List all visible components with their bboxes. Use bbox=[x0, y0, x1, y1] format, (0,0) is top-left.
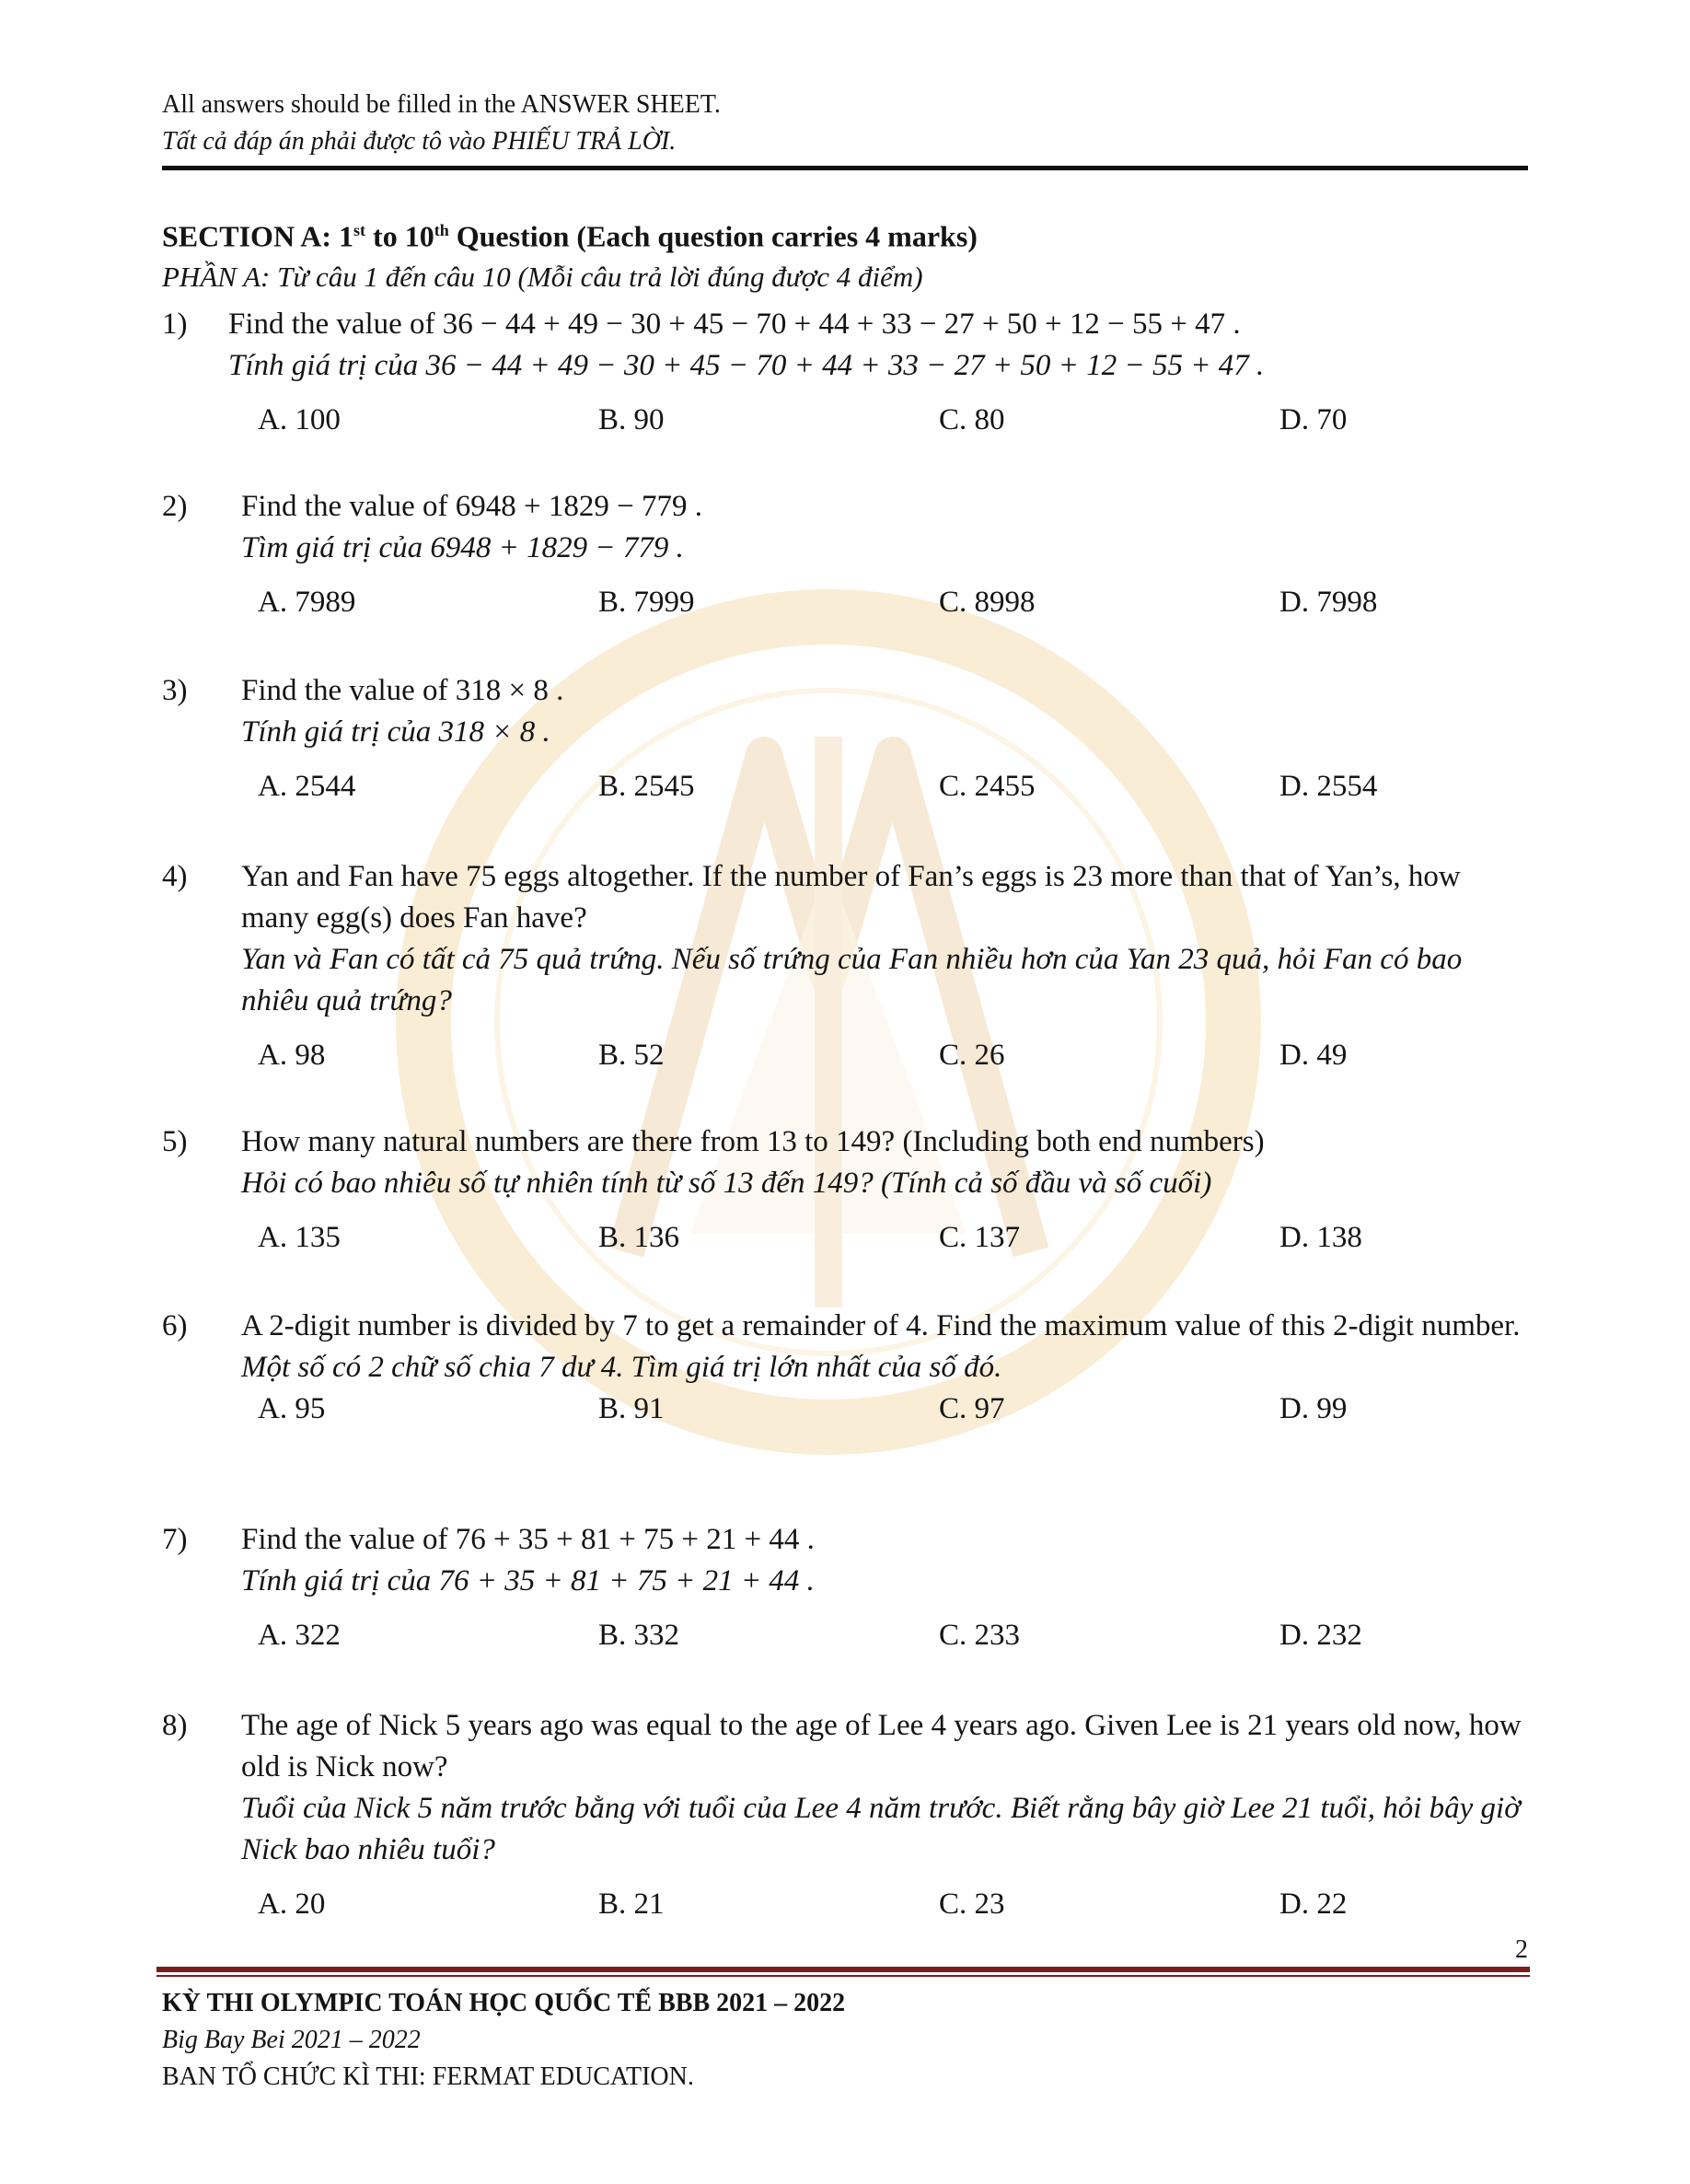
question-text-vi: Tính giá trị của 36 − 44 + 49 − 30 + 45 − 70 + 44 + 33 − 27 + 50 + 12 − 55 + 47 . bbox=[228, 349, 1265, 382]
question-number: 2) bbox=[162, 490, 188, 523]
question-7 bbox=[162, 1519, 1534, 1661]
option-a[interactable]: A. 98 bbox=[258, 1039, 326, 1072]
question-number: 3) bbox=[162, 674, 188, 707]
option-c[interactable]: C. 8998 bbox=[939, 586, 1036, 619]
footer-contest-subtitle: Big Bay Bei 2021 – 2022 bbox=[162, 2026, 421, 2054]
answer-options bbox=[162, 400, 1534, 446]
question-4 bbox=[162, 856, 1534, 1081]
option-b[interactable]: B. 2545 bbox=[598, 770, 695, 803]
question-number: 4) bbox=[162, 860, 188, 893]
answer-options bbox=[162, 582, 1534, 628]
option-b[interactable]: B. 90 bbox=[598, 403, 665, 436]
question-text-vi: Tuổi của Nick 5 năm trước bằng với tuổi của Lee 4 năm trước. Biết rằng bây giờ Lee 21 tuổi, hỏi bây giờ Nick bao nhiêu tuổi? bbox=[241, 1792, 1521, 1866]
option-c[interactable]: C. 97 bbox=[939, 1392, 1005, 1425]
footer-organizer: BAN TỔ CHỨC KÌ THI: FERMAT EDUCATION. bbox=[162, 2062, 694, 2091]
section-subtitle: PHẦN A: Từ câu 1 đến câu 10 (Mỗi câu trả lời đúng được 4 điểm) bbox=[162, 260, 923, 293]
question-text-en: The age of Nick 5 years ago was equal to the age of Lee 4 years ago. Given Lee is 21 years old now, how old is Nick now? bbox=[241, 1709, 1522, 1783]
option-a[interactable]: A. 95 bbox=[258, 1392, 326, 1425]
question-6 bbox=[162, 1306, 1534, 1435]
option-d[interactable]: D. 2554 bbox=[1279, 770, 1378, 803]
option-d[interactable]: D. 49 bbox=[1279, 1039, 1348, 1072]
option-b[interactable]: B. 21 bbox=[598, 1888, 665, 1921]
option-d[interactable]: D. 99 bbox=[1279, 1392, 1348, 1425]
option-d[interactable]: D. 70 bbox=[1279, 403, 1348, 436]
footer-divider bbox=[156, 1967, 1530, 1972]
question-3 bbox=[162, 670, 1534, 812]
option-c[interactable]: C. 80 bbox=[939, 403, 1005, 436]
answer-options bbox=[162, 1217, 1534, 1263]
option-a[interactable]: A. 2544 bbox=[258, 770, 356, 803]
option-b[interactable]: B. 52 bbox=[598, 1039, 665, 1072]
option-b[interactable]: B. 332 bbox=[598, 1619, 680, 1652]
question-8 bbox=[162, 1705, 1534, 1930]
question-text-en: How many natural numbers are there from 13 to 149? (Including both end numbers) bbox=[241, 1125, 1265, 1158]
option-c[interactable]: C. 137 bbox=[939, 1221, 1021, 1254]
section-title: SECTION A: 1st to 10th Question (Each question carries 4 marks) bbox=[162, 219, 978, 253]
header-divider bbox=[162, 166, 1528, 170]
question-text-vi: Tính giá trị của 318 × 8 . bbox=[241, 715, 550, 749]
option-b[interactable]: B. 7999 bbox=[598, 586, 695, 619]
option-b[interactable]: B. 136 bbox=[598, 1221, 680, 1254]
question-text-vi: Hỏi có bao nhiêu số tự nhiên tính từ số 13 đến 149? (Tính cả số đầu và số cuối) bbox=[241, 1167, 1212, 1200]
footer-divider-thin bbox=[156, 1975, 1530, 1977]
question-number: 1) bbox=[162, 308, 188, 341]
question-text-en: Yan and Fan have 75 eggs altogether. If the number of Fan’s eggs is 23 more than that of Yan’s, how many egg(s) does Fan have? bbox=[241, 860, 1461, 935]
footer-contest-name: KỲ THI OLYMPIC TOÁN HỌC QUỐC TẾ BBB 2021 – 2022 bbox=[162, 1989, 846, 2017]
answer-options bbox=[162, 1388, 1534, 1435]
option-c[interactable]: C. 233 bbox=[939, 1619, 1021, 1652]
option-a[interactable]: A. 135 bbox=[258, 1221, 341, 1254]
option-d[interactable]: D. 22 bbox=[1279, 1888, 1348, 1921]
question-text-vi: Một số có 2 chữ số chia 7 dư 4. Tìm giá trị lớn nhất của số đó. bbox=[241, 1351, 1002, 1384]
option-a[interactable]: A. 100 bbox=[258, 403, 341, 436]
option-a[interactable]: A. 7989 bbox=[258, 586, 356, 619]
question-text-en: A 2-digit number is divided by 7 to get a remainder of 4. Find the maximum value of this 2-digit number. bbox=[241, 1309, 1521, 1342]
question-1 bbox=[162, 304, 1534, 446]
option-a[interactable]: A. 322 bbox=[258, 1619, 341, 1652]
option-c[interactable]: C. 2455 bbox=[939, 770, 1036, 803]
question-number: 7) bbox=[162, 1523, 188, 1556]
question-number: 5) bbox=[162, 1125, 188, 1158]
option-c[interactable]: C. 26 bbox=[939, 1039, 1005, 1072]
question-text-en: Find the value of 76 + 35 + 81 + 75 + 21 + 44 . bbox=[241, 1523, 815, 1556]
question-text-vi: Tính giá trị của 76 + 35 + 81 + 75 + 21 + 44 . bbox=[241, 1564, 815, 1597]
page-footer bbox=[162, 1985, 1528, 2096]
question-number: 8) bbox=[162, 1709, 188, 1742]
option-a[interactable]: A. 20 bbox=[258, 1888, 326, 1921]
question-text-en: Find the value of 36 − 44 + 49 − 30 + 45 − 70 + 44 + 33 − 27 + 50 + 12 − 55 + 47 . bbox=[228, 308, 1241, 341]
question-text-en: Find the value of 318 × 8 . bbox=[241, 674, 564, 707]
question-5 bbox=[162, 1121, 1534, 1263]
section-heading bbox=[162, 210, 1528, 297]
question-2 bbox=[162, 486, 1534, 628]
option-b[interactable]: B. 91 bbox=[598, 1392, 665, 1425]
question-number: 6) bbox=[162, 1309, 188, 1342]
instruction-english: All answers should be filled in the ANSWER SHEET. bbox=[162, 90, 721, 119]
answer-options bbox=[162, 1615, 1534, 1661]
question-text-vi: Yan và Fan có tất cả 75 quả trứng. Nếu số trứng của Fan nhiều hơn của Yan 23 quả, hỏi Fan có bao nhiêu quả trứng? bbox=[241, 943, 1463, 1017]
option-d[interactable]: D. 138 bbox=[1279, 1221, 1362, 1254]
instruction-vietnamese: Tất cả đáp án phải được tô vào PHIẾU TRẢ LỜI. bbox=[162, 127, 677, 156]
answer-options bbox=[162, 766, 1534, 812]
answer-options bbox=[162, 1035, 1534, 1081]
option-c[interactable]: C. 23 bbox=[939, 1888, 1005, 1921]
page-number: 2 bbox=[1515, 1935, 1528, 1964]
option-d[interactable]: D. 7998 bbox=[1279, 586, 1378, 619]
question-text-en: Find the value of 6948 + 1829 − 779 . bbox=[241, 490, 703, 523]
answer-options bbox=[162, 1884, 1534, 1930]
question-text-vi: Tìm giá trị của 6948 + 1829 − 779 . bbox=[241, 531, 684, 564]
option-d[interactable]: D. 232 bbox=[1279, 1619, 1362, 1652]
page-header bbox=[162, 87, 1528, 160]
